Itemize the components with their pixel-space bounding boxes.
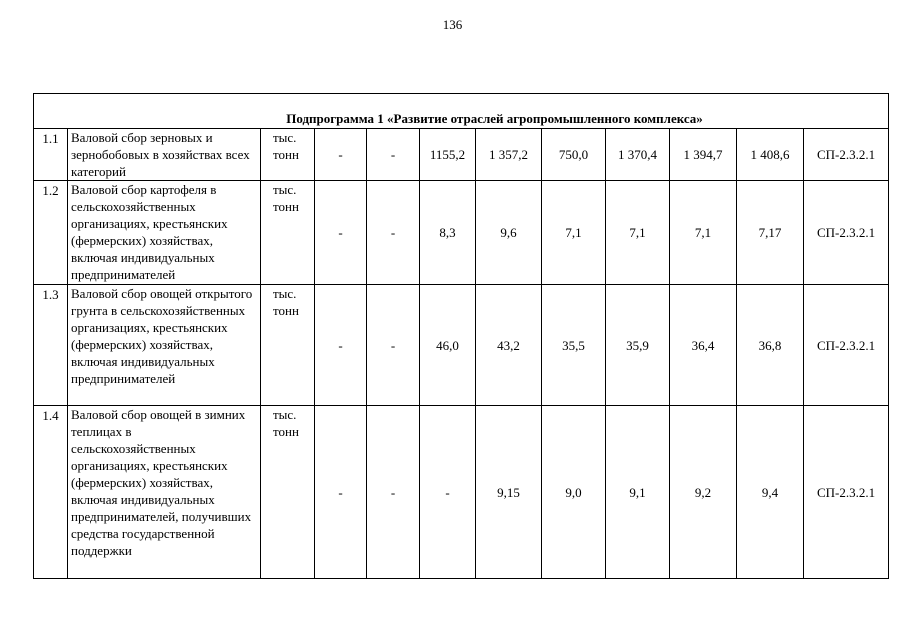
- indicator-value: 7,1: [606, 181, 670, 285]
- program-code: СП-2.3.2.1: [804, 181, 889, 285]
- program-code: СП-2.3.2.1: [804, 285, 889, 406]
- indicator-value: -: [315, 406, 367, 579]
- indicator-value: 35,9: [606, 285, 670, 406]
- indicator-value: 1 408,6: [737, 129, 804, 181]
- indicators-table-container: [33, 93, 888, 579]
- indicator-value: -: [367, 406, 420, 579]
- row-number: 1.3: [34, 285, 68, 406]
- subprogram-title: Подпрограмма 1 «Развитие отраслей агропромышленного комплекса»: [34, 108, 889, 129]
- table-row: [34, 181, 889, 285]
- indicator-value: 1 394,7: [670, 129, 737, 181]
- row-number: 1.4: [34, 406, 68, 579]
- indicator-value: 7,1: [670, 181, 737, 285]
- row-number: 1.2: [34, 181, 68, 285]
- indicator-name: Валовой сбор зерновых и зернобобовых в хозяйствах всех категорий: [68, 129, 261, 181]
- unit-of-measure: тыс. тонн: [261, 406, 315, 579]
- indicator-value: 8,3: [420, 181, 476, 285]
- indicator-value: 7,1: [542, 181, 606, 285]
- indicator-value: 9,0: [542, 406, 606, 579]
- table-top-cell: [34, 94, 889, 109]
- program-code: СП-2.3.2.1: [804, 406, 889, 579]
- indicator-value: -: [367, 181, 420, 285]
- subprogram-header-row: [34, 108, 889, 129]
- indicator-value: -: [315, 129, 367, 181]
- unit-of-measure: тыс. тонн: [261, 181, 315, 285]
- indicator-value: -: [420, 406, 476, 579]
- table-top-row: [34, 94, 889, 109]
- indicator-value: 750,0: [542, 129, 606, 181]
- indicator-value: -: [367, 129, 420, 181]
- indicator-name: Валовой сбор овощей в зимних теплицах в сельскохозяйственных организациях, крестьянских (фермерских) хозяйствах, включая индивидуальных предпринимателей, получивших средства государственной поддержки: [68, 406, 261, 579]
- unit-of-measure: тыс. тонн: [261, 129, 315, 181]
- table-row: [34, 285, 889, 406]
- indicator-value: 46,0: [420, 285, 476, 406]
- indicator-name: Валовой сбор картофеля в сельскохозяйственных организациях, крестьянских (фермерских) хозяйствах, включая индивидуальных предпринимателей: [68, 181, 261, 285]
- row-number: 1.1: [34, 129, 68, 181]
- indicator-value: 1 370,4: [606, 129, 670, 181]
- indicator-value: 7,17: [737, 181, 804, 285]
- program-code: СП-2.3.2.1: [804, 129, 889, 181]
- indicator-value: 36,8: [737, 285, 804, 406]
- indicator-value: 9,2: [670, 406, 737, 579]
- indicator-value: 36,4: [670, 285, 737, 406]
- indicators-table: [33, 93, 889, 579]
- indicator-value: -: [315, 181, 367, 285]
- indicator-value: 43,2: [476, 285, 542, 406]
- indicator-value: 9,15: [476, 406, 542, 579]
- unit-of-measure: тыс. тонн: [261, 285, 315, 406]
- table-row: [34, 406, 889, 579]
- indicator-value: 9,6: [476, 181, 542, 285]
- page-number: 136: [442, 17, 463, 32]
- indicator-value: -: [367, 285, 420, 406]
- indicator-value: -: [315, 285, 367, 406]
- indicator-value: 9,4: [737, 406, 804, 579]
- indicator-name: Валовой сбор овощей открытого грунта в сельскохозяйственных организациях, крестьянских (фермерских) хозяйствах, включая индивидуальных предпринимателей: [68, 285, 261, 406]
- indicator-value: 1155,2: [420, 129, 476, 181]
- table-row: [34, 129, 889, 181]
- indicator-value: 9,1: [606, 406, 670, 579]
- indicator-value: 35,5: [542, 285, 606, 406]
- indicator-value: 1 357,2: [476, 129, 542, 181]
